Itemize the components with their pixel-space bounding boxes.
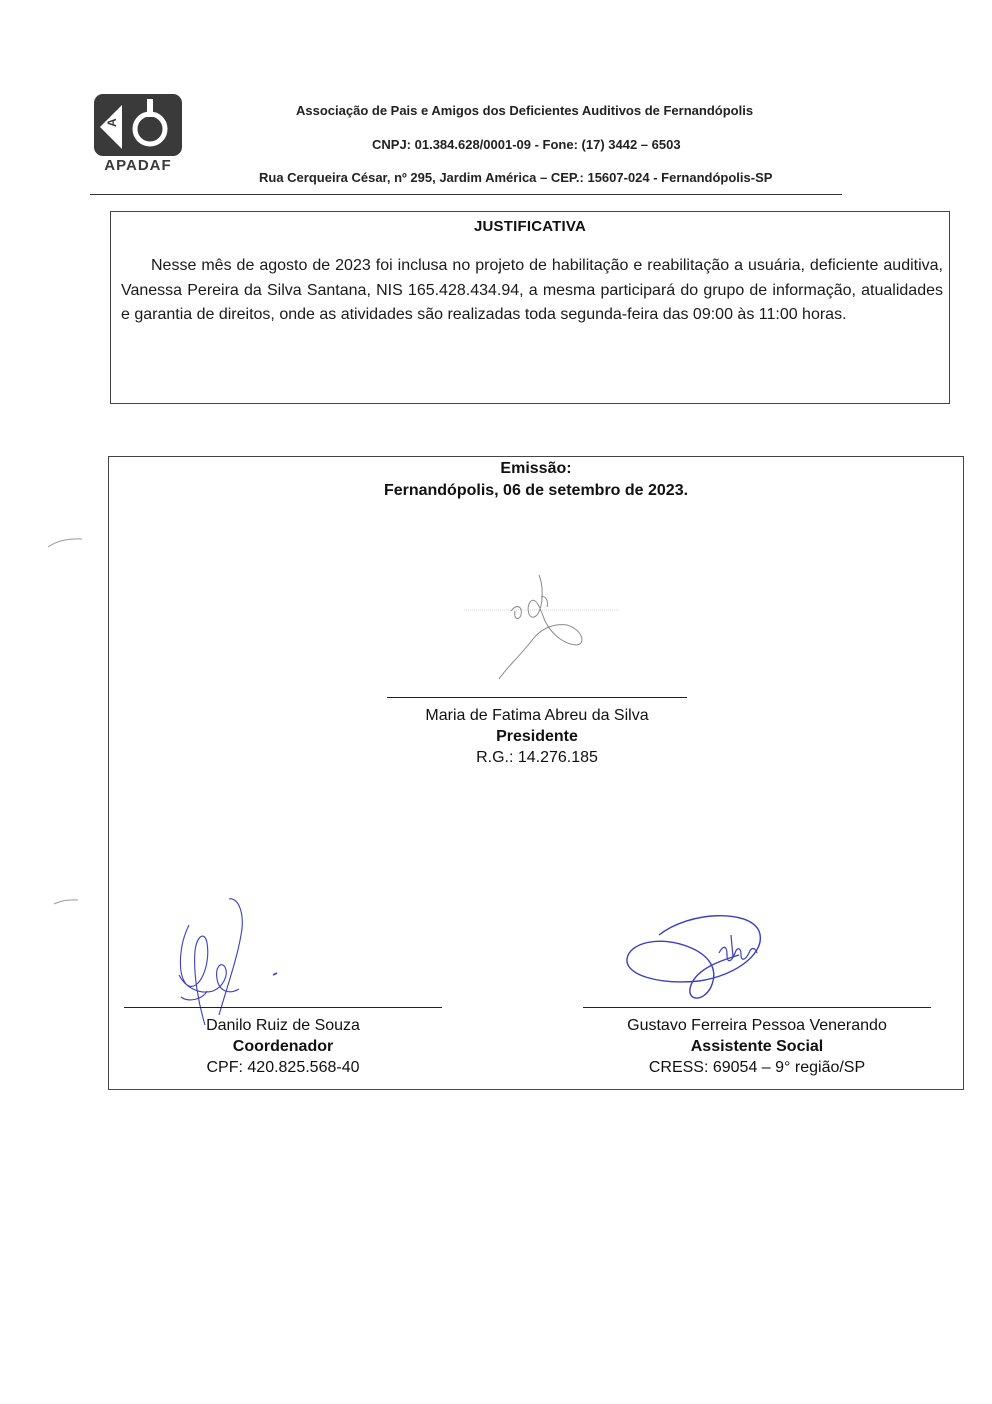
president-role: Presidente: [496, 728, 578, 745]
social-worker-signature-line: [583, 1007, 931, 1008]
coordinator-signature-line: [124, 1007, 442, 1008]
organization-cnpj-phone: CNPJ: 01.384.628/0001-09 - Fone: (17) 3442 – 6503: [372, 137, 681, 152]
social-worker-block: [557, 1015, 957, 1078]
organization-name: Associação de Pais e Amigos dos Deficientes Auditivos de Fernandópolis: [296, 103, 754, 118]
justificativa-body: Nesse mês de agosto de 2023 foi inclusa no projeto de habilitação e reabilitação a usuária, deficiente auditiva, Vanessa Pereira da Silva Santana, NIS 165.428.434.94, a mesma participará do grupo de informação, atualidades e garantia de direitos, onde as atividades são realizadas toda segunda-feira das 09:00 às 11:00 horas.: [121, 257, 943, 323]
president-rg: R.G.: 14.276.185: [476, 749, 598, 766]
svg-text:A: A: [105, 118, 119, 127]
margin-mark: [52, 896, 82, 908]
president-block: [337, 705, 737, 768]
social-worker-name: Gustavo Ferreira Pessoa Venerando: [627, 1017, 887, 1034]
coordinator-block: [133, 1015, 433, 1078]
margin-mark: [46, 535, 86, 551]
president-signature-line: [387, 697, 687, 698]
emission-box: [108, 456, 964, 1090]
logo-text: APADAF: [104, 157, 172, 173]
president-signature: [449, 567, 629, 687]
header-divider: [90, 194, 842, 195]
justificativa-box: [110, 211, 950, 404]
president-name: Maria de Fatima Abreu da Silva: [425, 707, 649, 724]
social-worker-signature: [619, 905, 779, 1011]
apadaf-logo: [92, 93, 184, 173]
coordinator-name: Danilo Ruiz de Souza: [206, 1017, 360, 1034]
social-worker-cress: CRESS: 69054 – 9° região/SP: [648, 1059, 866, 1076]
justificativa-title: JUSTIFICATIVA: [473, 218, 587, 235]
coordinator-cpf: CPF: 420.825.568-40: [206, 1059, 360, 1076]
emission-label: Emissão:: [500, 460, 572, 477]
emission-date: Fernandópolis, 06 de setembro de 2023.: [383, 482, 689, 499]
social-worker-role: Assistente Social: [690, 1038, 824, 1055]
organization-address: Rua Cerqueira César, nº 295, Jardim América – CEP.: 15607-024 - Fernandópolis-SP: [259, 170, 773, 185]
coordinator-role: Coordenador: [232, 1038, 334, 1055]
